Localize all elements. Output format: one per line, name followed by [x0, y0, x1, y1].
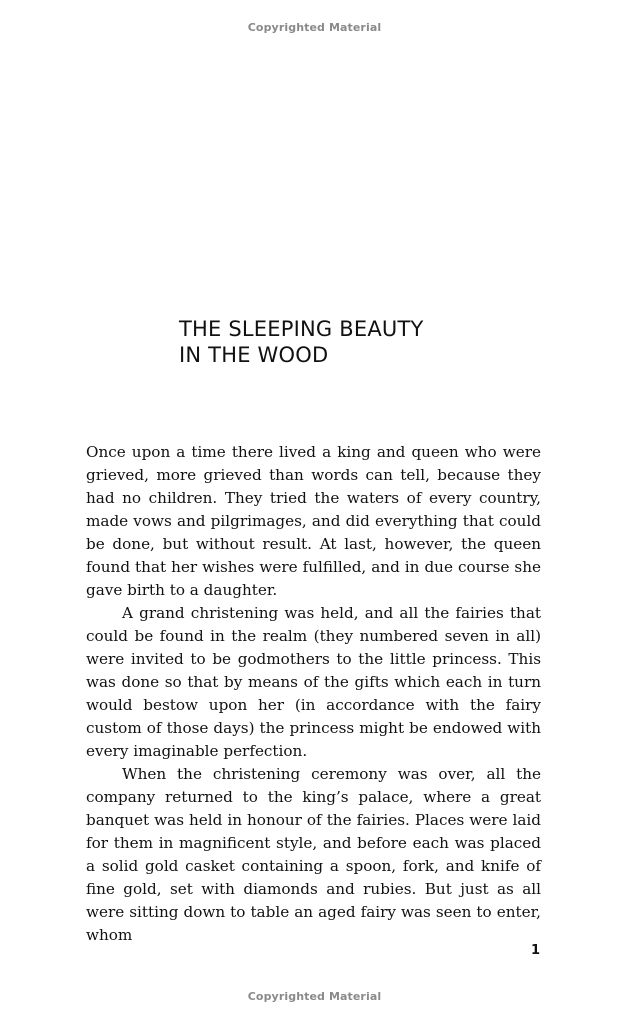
paragraph-2: A grand christening was held, and all the fairies that could be found in the realm (they numbered seven in all) were invited to be godmothers to the little princess. This was done so that by means of the gifts which each in turn would bestow upon her (in accordance with the fairy custom of those days) the princess might be endowed with every imaginable perfection.	[86, 604, 541, 760]
body-text	[86, 441, 541, 947]
watermark-top: Copyrighted Material	[247, 21, 382, 34]
chapter-title-line-2: IN THE WOOD	[179, 343, 329, 367]
paragraph-3: When the christening ceremony was over, all the company returned to the king’s palace, where a great banquet was held in honour of the fairies. Places were laid for them in magnificent style, and before each was placed a solid gold casket containing a spoon, fork, and knife of fine gold, set with diamonds and rubies. But just as all were sitting down to table an aged fairy was seen to enter, whom	[86, 765, 541, 944]
paragraph-1: Once upon a time there lived a king and queen who were grieved, more grieved than words can tell, because they had no children. They tried the waters of every country, made vows and pilgrimages, and did everything that could be done, but without result. At last, however, the queen found that her wishes were fulfilled, and in due course she gave birth to a daughter.	[86, 443, 541, 599]
chapter-title-line-1: THE SLEEPING BEAUTY	[179, 317, 424, 341]
chapter-title	[179, 316, 539, 368]
watermark-bottom: Copyrighted Material	[247, 990, 382, 1003]
page-number: 1	[530, 943, 540, 958]
